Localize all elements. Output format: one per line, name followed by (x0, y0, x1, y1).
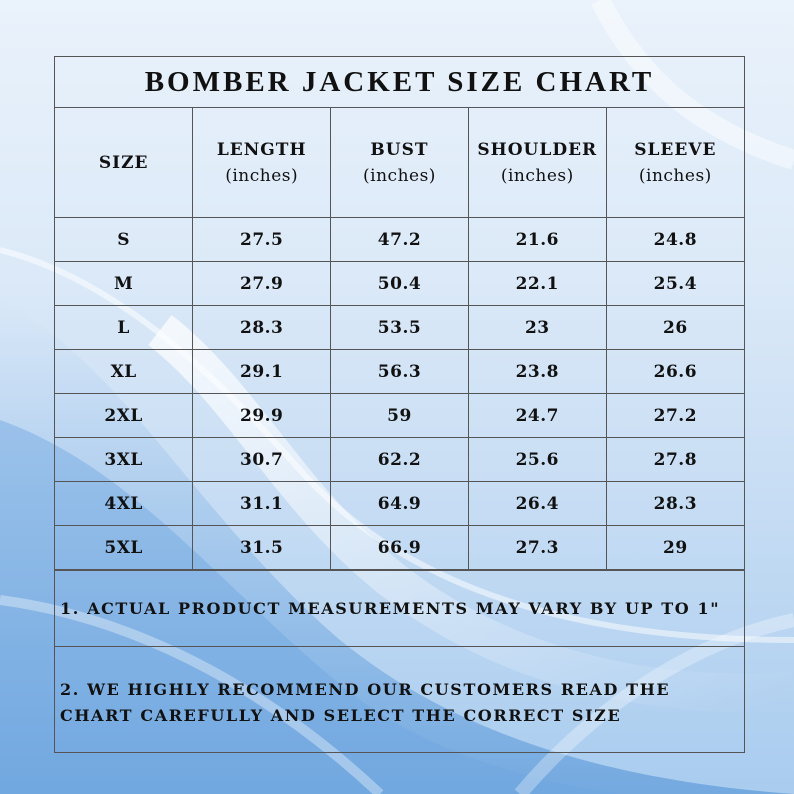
size-cell: 4XL (55, 482, 193, 526)
length-cell: 27.5 (193, 218, 331, 262)
size-cell: L (55, 306, 193, 350)
length-cell: 29.1 (193, 350, 331, 394)
sleeve-cell: 25.4 (606, 262, 744, 306)
column-header-bust: BUST (inches) (331, 108, 469, 218)
column-header-length: LENGTH (inches) (193, 108, 331, 218)
shoulder-cell: 22.1 (468, 262, 606, 306)
bust-cell: 50.4 (331, 262, 469, 306)
length-cell: 31.1 (193, 482, 331, 526)
size-cell: 3XL (55, 438, 193, 482)
shoulder-cell: 24.7 (468, 394, 606, 438)
shoulder-cell: 26.4 (468, 482, 606, 526)
table-row (55, 350, 744, 394)
size-table (55, 108, 744, 570)
shoulder-cell: 23 (468, 306, 606, 350)
bust-cell: 53.5 (331, 306, 469, 350)
length-cell: 28.3 (193, 306, 331, 350)
table-row (55, 526, 744, 570)
table-header-row (55, 108, 744, 218)
size-cell: XL (55, 350, 193, 394)
shoulder-cell: 25.6 (468, 438, 606, 482)
sleeve-cell: 24.8 (606, 218, 744, 262)
bust-cell: 62.2 (331, 438, 469, 482)
bust-cell: 64.9 (331, 482, 469, 526)
length-cell: 31.5 (193, 526, 331, 570)
shoulder-cell: 21.6 (468, 218, 606, 262)
bust-cell: 56.3 (331, 350, 469, 394)
size-cell: M (55, 262, 193, 306)
table-row (55, 262, 744, 306)
table-row (55, 394, 744, 438)
shoulder-cell: 23.8 (468, 350, 606, 394)
size-cell: S (55, 218, 193, 262)
table-row (55, 218, 744, 262)
shoulder-cell: 27.3 (468, 526, 606, 570)
size-chart (54, 56, 745, 753)
sleeve-cell: 26 (606, 306, 744, 350)
chart-title: BOMBER JACKET SIZE CHART (55, 57, 744, 108)
bust-cell: 59 (331, 394, 469, 438)
note-measurement-variance: 1. ACTUAL PRODUCT MEASUREMENTS MAY VARY BY UP TO 1" (55, 570, 744, 646)
sleeve-cell: 28.3 (606, 482, 744, 526)
bust-cell: 47.2 (331, 218, 469, 262)
sleeve-cell: 27.8 (606, 438, 744, 482)
table-row (55, 482, 744, 526)
length-cell: 30.7 (193, 438, 331, 482)
size-cell: 5XL (55, 526, 193, 570)
bust-cell: 66.9 (331, 526, 469, 570)
table-row (55, 306, 744, 350)
column-header-sleeve: SLEEVE (inches) (606, 108, 744, 218)
sleeve-cell: 27.2 (606, 394, 744, 438)
table-row (55, 438, 744, 482)
length-cell: 29.9 (193, 394, 331, 438)
size-cell: 2XL (55, 394, 193, 438)
sleeve-cell: 26.6 (606, 350, 744, 394)
column-header-size: SIZE (55, 108, 193, 218)
length-cell: 27.9 (193, 262, 331, 306)
column-header-shoulder: SHOULDER (inches) (468, 108, 606, 218)
sleeve-cell: 29 (606, 526, 744, 570)
note-read-chart-carefully: 2. WE HIGHLY RECOMMEND OUR CUSTOMERS READ THE CHART CAREFULLY AND SELECT THE CORRECT SIZE (55, 646, 744, 754)
